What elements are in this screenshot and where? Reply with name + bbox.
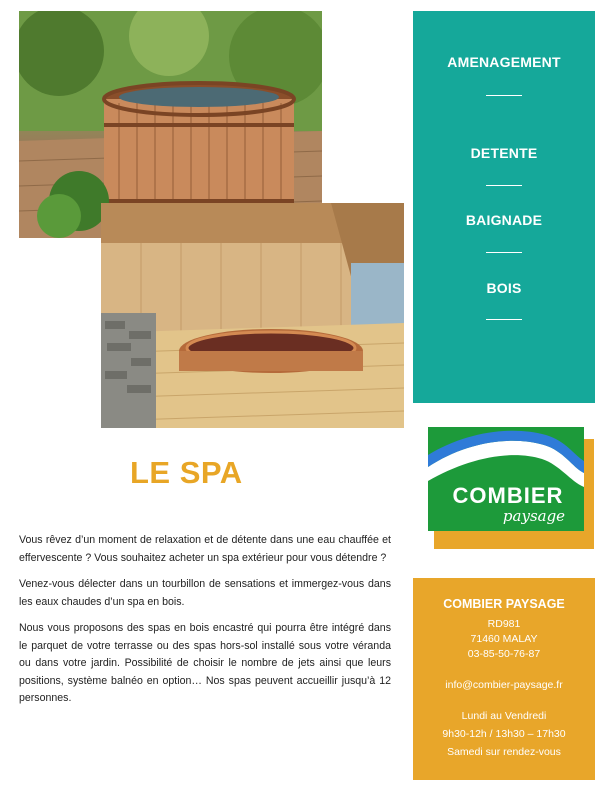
theme-item-detente: DETENTE <box>470 145 538 161</box>
opening-days: Lundi au Vendredi <box>461 710 547 722</box>
page-title: LE SPA <box>130 455 243 490</box>
logo-tagline: paysage <box>502 507 566 525</box>
combier-paysage-logo <box>414 425 594 550</box>
email-address[interactable]: info@combier-paysage.fr <box>445 679 563 691</box>
address-line: 71460 MALAY <box>470 633 538 645</box>
opening-hours: 9h30-12h / 13h30 – 17h30 <box>442 728 566 740</box>
theme-panel <box>413 11 595 403</box>
contact-box <box>413 578 595 780</box>
divider <box>486 95 522 96</box>
divider <box>486 252 522 253</box>
paragraph: Venez-vous délecter dans un tourbillon de sensations et immergez-vous dans les eaux chaudes d’un spa en bois. <box>19 578 391 608</box>
logo-brand: COMBIER <box>452 483 564 508</box>
theme-item-bois: BOIS <box>486 280 522 296</box>
company-name: COMBIER PAYSAGE <box>443 597 565 611</box>
spa-deck-photo <box>101 203 404 428</box>
wooden-spa-deck-photo <box>101 203 404 428</box>
phone-number: 03-85-50-76-87 <box>467 648 541 660</box>
address-line: RD981 <box>487 618 521 630</box>
theme-item-baignade: BAIGNADE <box>465 212 543 228</box>
divider <box>486 185 522 186</box>
divider <box>486 319 522 320</box>
theme-item-amenagement: AMENAGEMENT <box>447 54 561 70</box>
body-text <box>19 532 391 717</box>
saturday-hours: Samedi sur rendez-vous <box>447 746 561 758</box>
paragraph: Vous rêvez d’un moment de relaxation et de détente dans une eau chauffée et effervescente ? Vous souhaitez acheter un spa extérieur pour vous détendre ? <box>19 534 391 564</box>
paragraph: Nous vous proposons des spas en bois encastré qui pourra être intégré dans le parquet de votre terrasse ou des spas hors-sol installé sous votre véranda ou dans votre jardin. Possibilité de choisir le nombre de jets ainsi que leurs positions, système balnéo en option… Nos spas peuvent accueillir jusqu’à 12 personnes. <box>19 622 391 704</box>
